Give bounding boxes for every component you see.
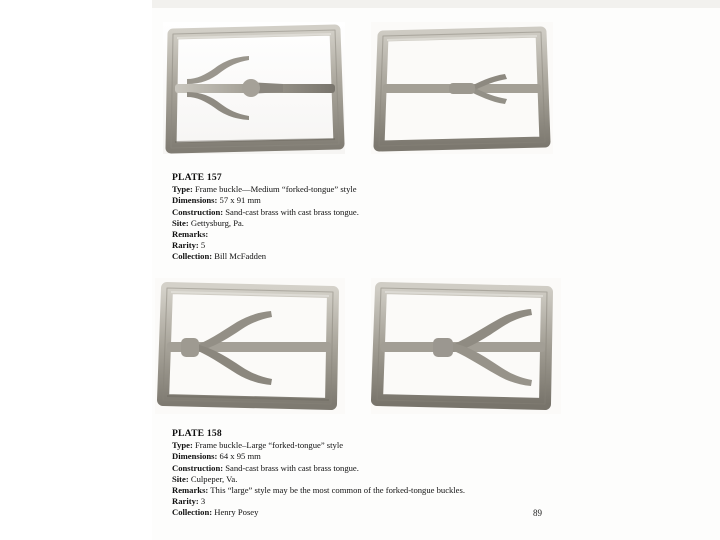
plate-158-caption (172, 428, 602, 519)
plate-158-figure-front (155, 278, 345, 414)
field-label: Collection: (172, 507, 213, 518)
field-value: This “large” style may be the most common of the forked-tongue buckles. (208, 485, 465, 496)
field-label: Site: (172, 473, 189, 484)
plate-158-figure-back (371, 278, 561, 414)
plate-158-field-construction (172, 463, 602, 474)
field-label: Rarity: (172, 240, 199, 251)
plate-158-field-site (172, 474, 602, 485)
field-value: Culpeper, Va. (188, 473, 238, 484)
plate-157-field-construction (172, 207, 602, 218)
field-value: Frame buckle–Large “forked-tongue” style (192, 440, 344, 451)
frame-buckle-front-view-icon (163, 22, 345, 154)
plate-158-field-rarity (172, 496, 602, 507)
plate-158-title: PLATE 158 (172, 428, 222, 439)
field-label: Remarks: (172, 485, 209, 496)
plate-157-field-site (172, 218, 602, 229)
plate-157-figure-front (163, 22, 345, 154)
field-value: 5 (198, 240, 206, 251)
field-label: Remarks: (172, 229, 209, 240)
frame-buckle-front-view-icon (155, 278, 345, 414)
plate-157-title: PLATE 157 (172, 172, 222, 183)
plate-158-field-type (172, 440, 602, 451)
field-value: Sand-cast brass with cast brass tongue. (223, 206, 359, 217)
plate-157-field-type (172, 184, 602, 195)
page-left-margin (0, 0, 152, 540)
field-label: Construction: (172, 206, 224, 217)
field-label: Type: (172, 184, 193, 195)
plate-157-field-collection (172, 251, 602, 262)
plate-157-field-rarity (172, 240, 602, 251)
plate-157-field-dimensions (172, 195, 602, 206)
page-number: 89 (533, 508, 542, 518)
field-label: Type: (172, 440, 193, 451)
plate-158-field-dimensions (172, 451, 602, 462)
plate-158-field-remarks (172, 485, 602, 496)
plate-157-figure-back (371, 22, 553, 154)
field-label: Dimensions: (172, 451, 218, 462)
field-value: 3 (198, 496, 206, 507)
field-value: Henry Posey (212, 507, 259, 518)
field-label: Dimensions: (172, 195, 218, 206)
field-label: Collection: (172, 251, 213, 262)
frame-buckle-back-view-icon (371, 22, 553, 154)
field-label: Construction: (172, 462, 224, 473)
field-value: Sand-cast brass with cast brass tongue. (223, 462, 359, 473)
field-value: Gettysburg, Pa. (188, 217, 244, 228)
frame-buckle-back-view-icon (371, 278, 561, 414)
field-label: Site: (172, 217, 189, 228)
plate-157-photo-row (163, 22, 553, 154)
page-top-edge (152, 0, 720, 8)
field-value: Bill McFadden (212, 251, 267, 262)
field-value: Frame buckle—Medium “forked-tongue” style (192, 184, 357, 195)
plate-158-photo-row (155, 278, 561, 414)
field-value: 57 x 91 mm (217, 195, 261, 206)
plate-157-caption (172, 172, 602, 263)
field-label: Rarity: (172, 496, 199, 507)
field-value: 64 x 95 mm (217, 451, 261, 462)
plate-157-field-remarks (172, 229, 602, 240)
